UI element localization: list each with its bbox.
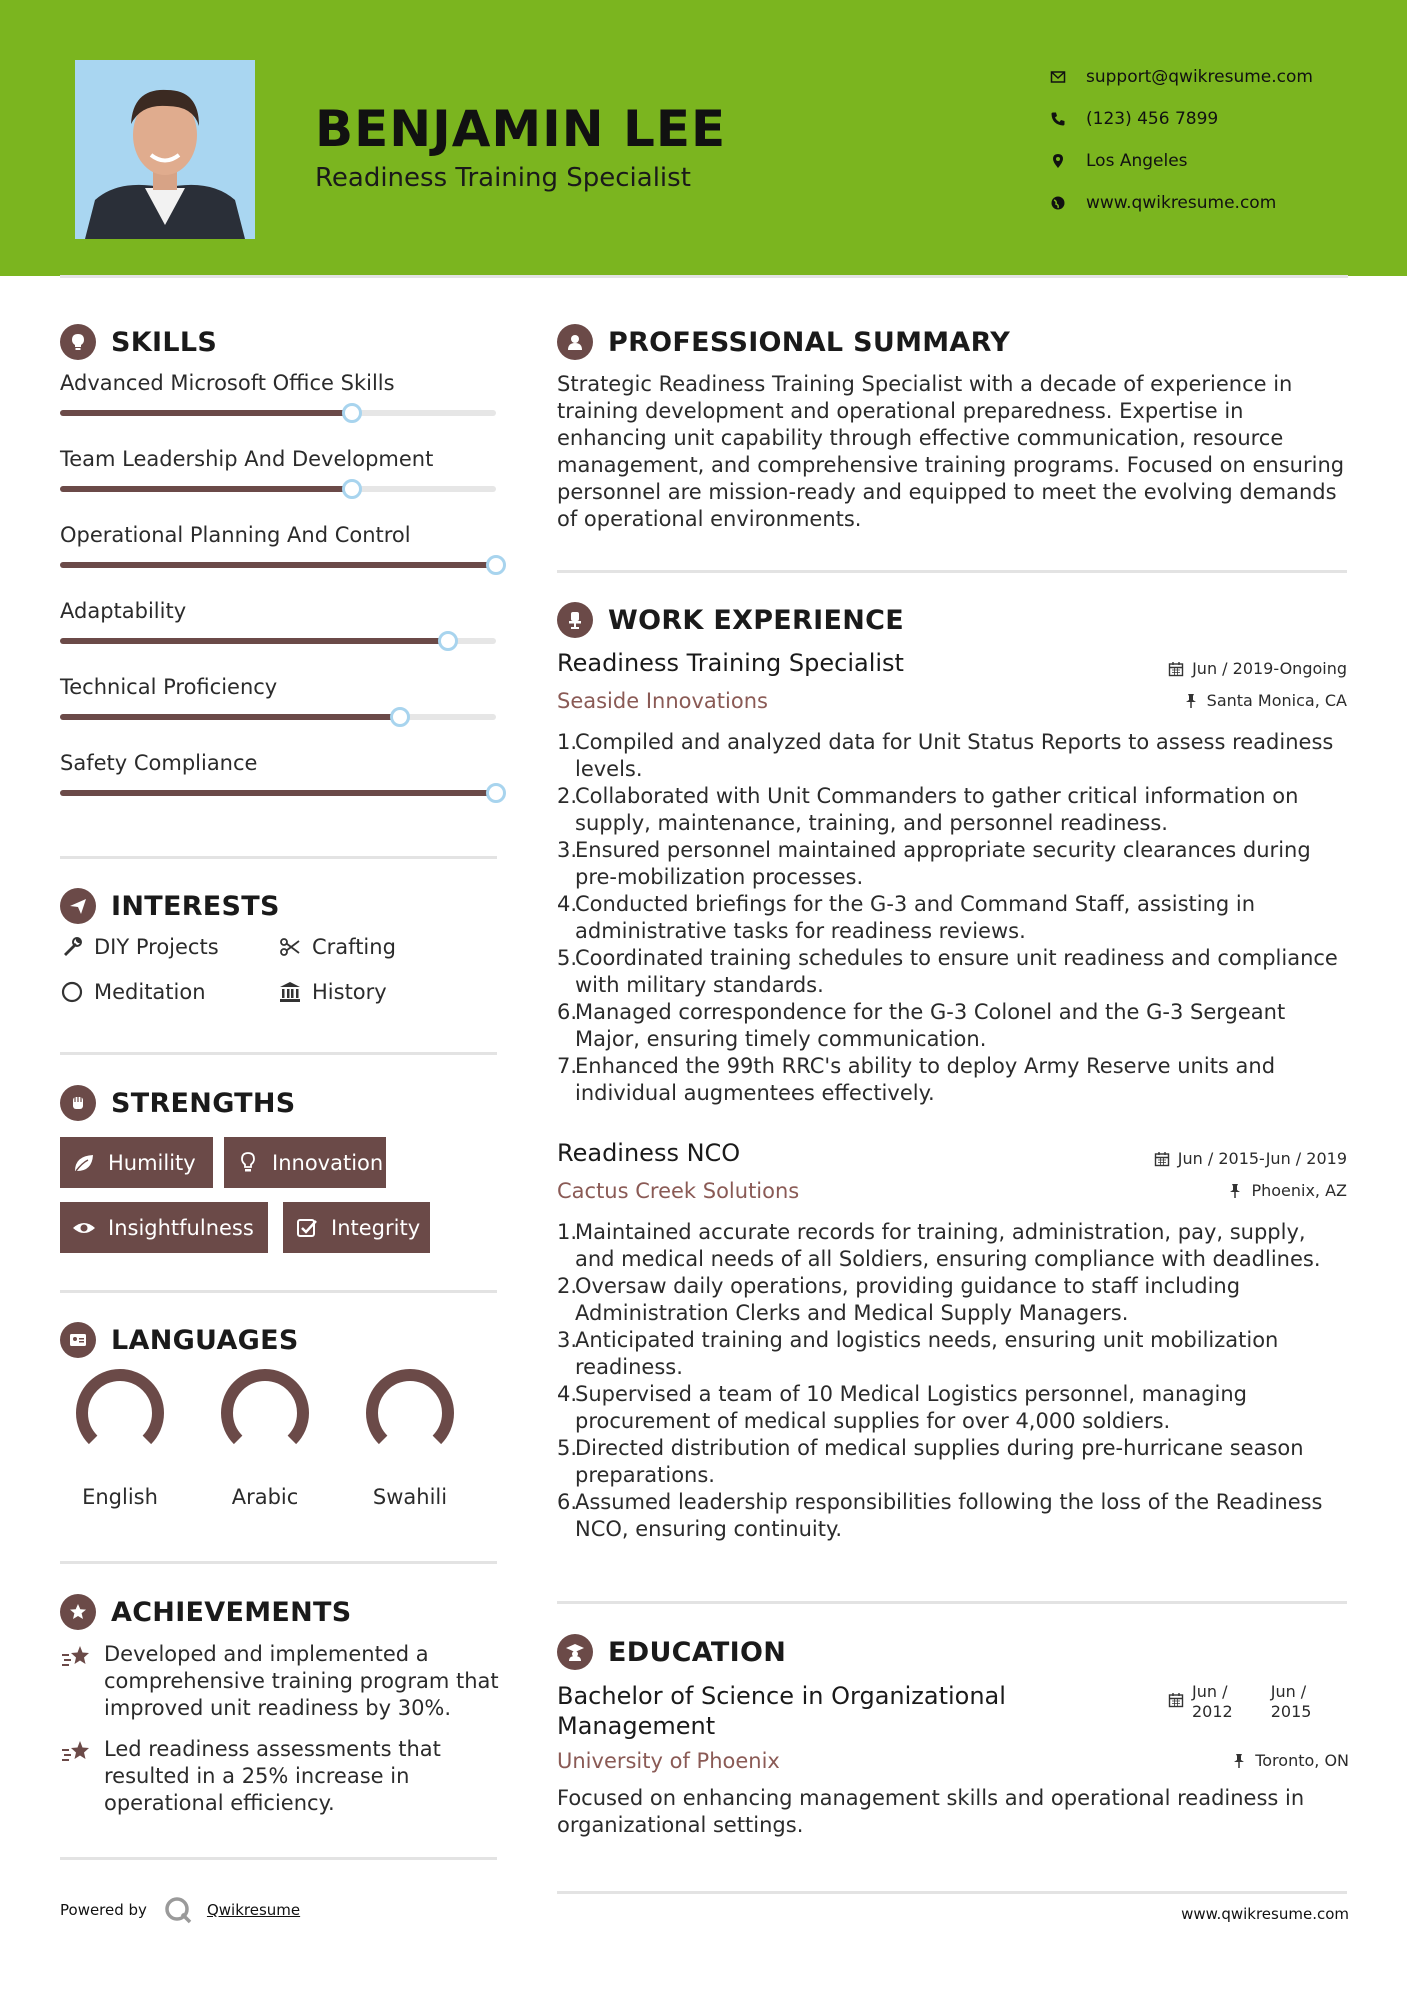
calendar-icon	[1168, 1692, 1184, 1708]
skill-label: Adaptability	[60, 599, 187, 623]
job-bullet: 7. Enhanced the 99th RRC's ability to deploy Army Reserve units and individual augmentees effectively.	[557, 1053, 1347, 1107]
education-end-month: Jun /	[1270, 1682, 1307, 1701]
skill-label: Safety Compliance	[60, 751, 258, 775]
qwikresume-logo-icon	[163, 1895, 193, 1925]
email-text: support@qwikresume.com	[1086, 67, 1313, 87]
skill-track	[60, 562, 496, 568]
achievements-heading	[60, 1594, 352, 1630]
job-bullet: 3. Anticipated training and logistics needs, ensuring unit mobilization readiness.	[557, 1327, 1347, 1381]
qwikresume-link[interactable]: Qwikresume	[206, 1901, 301, 1919]
lightbulb-icon	[236, 1151, 260, 1175]
website-text: www.qwikresume.com	[1086, 193, 1277, 213]
job-bullet: 6. Assumed leadership responsibilities following the loss of the Readiness NCO, ensuring continuity.	[557, 1489, 1347, 1543]
phone-text: (123) 456 7899	[1086, 109, 1219, 129]
language-label: Arabic	[231, 1485, 299, 1509]
language-item	[340, 1363, 480, 1509]
section-divider	[60, 1857, 497, 1860]
envelope-icon	[1050, 69, 1066, 85]
office-chair-icon	[557, 602, 593, 638]
job-bullet-text: Managed correspondence for the G-3 Colonel and the G-3 Sergeant Major, ensuring timely communication.	[575, 1000, 1286, 1051]
strength-tag	[224, 1137, 386, 1188]
candidate-title: Readiness Training Specialist	[315, 163, 691, 193]
section-divider	[60, 1561, 497, 1564]
education-location	[1231, 1751, 1349, 1770]
degree: Bachelor of Science in Organizational Management	[557, 1682, 1006, 1740]
pushpin-icon	[1231, 1753, 1247, 1769]
experience-heading-text: WORK EXPERIENCE	[608, 604, 904, 636]
strength-tag	[283, 1202, 430, 1253]
museum-icon	[278, 980, 302, 1004]
skill-item	[60, 447, 500, 471]
job-bullet-text: Oversaw daily operations, providing guidance to staff including Administration Clerks and Medical Supply Managers.	[575, 1274, 1241, 1325]
contact-location	[1050, 140, 1380, 182]
candidate-name: BENJAMIN LEE	[315, 100, 727, 158]
header-divider	[60, 275, 1348, 278]
strengths-heading-text: STRENGTHS	[111, 1087, 296, 1119]
leaf-icon	[72, 1151, 96, 1175]
section-divider	[557, 1601, 1347, 1604]
achievement-text: Developed and implemented a comprehensive training program that improved unit readiness by 30%.	[104, 1642, 499, 1720]
achievements-heading-text: ACHIEVEMENTS	[111, 1596, 352, 1628]
job-location	[1183, 691, 1347, 710]
contact-phone[interactable]	[1050, 98, 1380, 140]
contact-block	[1050, 56, 1380, 224]
skill-label: Advanced Microsoft Office Skills	[60, 371, 395, 395]
skill-fill	[60, 562, 496, 568]
summary-heading	[557, 324, 1010, 360]
language-label: Swahili	[372, 1485, 448, 1509]
graduate-icon	[557, 1634, 593, 1670]
skill-item	[60, 523, 500, 547]
circle-icon	[60, 980, 84, 1004]
pushpin-icon	[1227, 1183, 1243, 1199]
job-entry-header	[557, 649, 1347, 713]
job-bullet: 2. Collaborated with Unit Commanders to gather critical information on supply, maintenance, training, and personnel readiness.	[557, 783, 1347, 837]
interest-item	[60, 980, 206, 1004]
strength-tag	[60, 1137, 213, 1188]
footer-url[interactable]: www.qwikresume.com	[1181, 1905, 1349, 1923]
shooting-star-icon	[60, 1738, 92, 1768]
lightbulb-icon	[60, 324, 96, 360]
skill-item	[60, 675, 500, 699]
job-bullets	[557, 729, 1347, 1107]
summary-text: Strategic Readiness Training Specialist with a decade of experience in training development and operational preparedness. Expertise in enhancing unit capability through effective communication, resource management, and comprehensive training programs. Focused on ensuring personnel are mission-ready and equipped to meet the evolving demands of operational environments.	[557, 372, 1345, 531]
language-ring-arc	[372, 1375, 448, 1440]
job-bullet-text: Coordinated training schedules to ensure unit readiness and compliance with military standards.	[575, 946, 1338, 997]
powered-by-text: Powered by	[60, 1901, 147, 1919]
checkbox-icon	[295, 1216, 319, 1240]
education-start-month: Jun /	[1192, 1682, 1228, 1701]
job-bullet: 5. Coordinated training schedules to ensure unit readiness and compliance with military standards.	[557, 945, 1347, 999]
job-bullet: 5. Directed distribution of medical supplies during pre-hurricane season preparations.	[557, 1435, 1347, 1489]
scissors-icon	[278, 935, 302, 959]
education-end	[1271, 1682, 1312, 1722]
job-location-text: Santa Monica, CA	[1206, 691, 1347, 710]
fist-icon	[60, 1085, 96, 1121]
location-text: Los Angeles	[1086, 151, 1188, 171]
user-icon	[557, 324, 593, 360]
education-location-text: Toronto, ON	[1255, 1751, 1349, 1770]
job-bullet: 1. Compiled and analyzed data for Unit Status Reports to assess readiness levels.	[557, 729, 1347, 783]
job-bullet-text: Anticipated training and logistics needs, ensuring unit mobilization readiness.	[575, 1328, 1279, 1379]
skill-track	[60, 410, 496, 416]
skills-heading-text: SKILLS	[111, 326, 218, 358]
job-bullet: 2. Oversaw daily operations, providing guidance to staff including Administration Clerks and Medical Supply Managers.	[557, 1273, 1347, 1327]
star-badge-icon	[60, 1594, 96, 1630]
job-bullet-text: Maintained accurate records for training, administration, pay, supply, and medical needs of all Soldiers, ensuring compliance with deadlines.	[575, 1220, 1321, 1271]
strength-label: Insightfulness	[108, 1215, 254, 1240]
experience-heading	[557, 602, 904, 638]
job-bullet-text: Enhanced the 99th RRC's ability to deploy Army Reserve units and individual augmentees effectively.	[575, 1054, 1276, 1105]
language-ring	[215, 1363, 315, 1463]
job-dates-text: Jun / 2019-Ongoing	[1192, 659, 1347, 678]
pushpin-icon	[1183, 693, 1199, 709]
education-start-year: 2012	[1192, 1702, 1233, 1721]
education-description: Focused on enhancing management skills and operational readiness in organizational settings.	[557, 1786, 1305, 1837]
interests-heading	[60, 888, 280, 924]
strength-tag	[60, 1202, 268, 1253]
job-dates	[1168, 659, 1347, 678]
section-divider	[557, 570, 1347, 573]
skill-fill	[60, 790, 496, 796]
skill-fill	[60, 410, 352, 416]
strength-label: Humility	[108, 1150, 196, 1175]
skill-item	[60, 599, 500, 623]
interest-label: DIY Projects	[94, 935, 219, 959]
skill-item	[60, 371, 500, 395]
strength-label: Innovation	[272, 1150, 384, 1175]
powered-by	[60, 1895, 300, 1925]
job-location-text: Phoenix, AZ	[1251, 1181, 1347, 1200]
education-heading-text: EDUCATION	[608, 1636, 787, 1668]
id-card-icon	[60, 1322, 96, 1358]
calendar-icon	[1154, 1151, 1170, 1167]
job-bullet-text: Ensured personnel maintained appropriate security clearances during pre-mobilization processes.	[575, 838, 1311, 889]
interests-heading-text: INTERESTS	[111, 890, 280, 922]
skill-track	[60, 638, 496, 644]
interest-item	[60, 935, 219, 959]
map-pin-icon	[1050, 153, 1066, 169]
job-bullet-text: Compiled and analyzed data for Unit Status Reports to assess readiness levels.	[575, 730, 1334, 781]
language-label: English	[82, 1485, 158, 1509]
strength-label: Integrity	[331, 1215, 421, 1240]
profile-photo	[75, 60, 255, 239]
contact-website[interactable]	[1050, 182, 1380, 224]
job-bullet: 4. Conducted briefings for the G-3 and Command Staff, assisting in administrative tasks for readiness reviews.	[557, 891, 1347, 945]
job-role: Readiness Training Specialist	[557, 649, 904, 677]
school: University of Phoenix	[557, 1749, 780, 1773]
job-dates-text: Jun / 2015-Jun / 2019	[1177, 1149, 1347, 1168]
achievement-text: Led readiness assessments that resulted in a 25% increase in operational efficiency.	[104, 1737, 441, 1815]
skill-knob	[486, 555, 506, 575]
summary-heading-text: PROFESSIONAL SUMMARY	[608, 326, 1011, 358]
job-company: Cactus Creek Solutions	[557, 1179, 800, 1203]
skill-track	[60, 486, 496, 492]
section-divider	[557, 1891, 1347, 1894]
job-bullet-text: Supervised a team of 10 Medical Logistics personnel, managing procurement of medical supplies for over 4,000 soldiers.	[575, 1382, 1248, 1433]
skill-knob	[342, 403, 362, 423]
language-item	[50, 1363, 190, 1509]
language-item	[195, 1363, 335, 1509]
skill-track	[60, 790, 496, 796]
section-divider	[60, 1052, 497, 1055]
job-bullet: 4. Supervised a team of 10 Medical Logistics personnel, managing procurement of medical supplies for over 4,000 soldiers.	[557, 1381, 1347, 1435]
skill-knob	[390, 707, 410, 727]
shooting-star-icon	[60, 1643, 92, 1673]
skill-label: Team Leadership And Development	[60, 447, 434, 471]
languages-heading	[60, 1322, 299, 1358]
job-bullet-text: Directed distribution of medical supplies during pre-hurricane season preparations.	[575, 1436, 1304, 1487]
interest-label: Meditation	[94, 980, 206, 1004]
skill-label: Technical Proficiency	[60, 675, 278, 699]
job-entry-header	[557, 1139, 1347, 1203]
interest-label: Crafting	[312, 935, 396, 959]
contact-email[interactable]	[1050, 56, 1380, 98]
skill-fill	[60, 714, 400, 720]
interest-label: History	[312, 980, 387, 1004]
phone-icon	[1050, 111, 1066, 127]
skill-fill	[60, 638, 448, 644]
skill-item	[60, 751, 500, 775]
skill-fill	[60, 486, 352, 492]
section-divider	[60, 1290, 497, 1293]
skill-track	[60, 714, 496, 720]
job-bullet-text: Collaborated with Unit Commanders to gather critical information on supply, maintenance, training, and personnel readiness.	[575, 784, 1299, 835]
wrench-icon	[60, 935, 84, 959]
job-company: Seaside Innovations	[557, 689, 768, 713]
job-location	[1227, 1181, 1347, 1200]
language-ring	[360, 1363, 460, 1463]
language-ring	[70, 1363, 170, 1463]
eye-icon	[72, 1216, 96, 1240]
job-bullet-text: Conducted briefings for the G-3 and Command Staff, assisting in administrative tasks for readiness reviews.	[575, 892, 1256, 943]
skill-knob	[486, 783, 506, 803]
education-entry	[557, 1681, 1037, 1773]
languages-heading-text: LANGUAGES	[111, 1324, 299, 1356]
job-bullet: 1. Maintained accurate records for training, administration, pay, supply, and medical needs of all Soldiers, ensuring compliance with deadlines.	[557, 1219, 1347, 1273]
education-start	[1192, 1682, 1233, 1722]
language-ring-arc	[82, 1375, 158, 1440]
education-end-year: 2015	[1270, 1702, 1312, 1721]
header-banner	[0, 0, 1407, 276]
achievement-item	[60, 1641, 510, 1722]
skill-knob	[342, 479, 362, 499]
skill-label: Operational Planning And Control	[60, 523, 411, 547]
paper-plane-icon	[60, 888, 96, 924]
education-dates	[1168, 1682, 1311, 1722]
strengths-heading	[60, 1085, 296, 1121]
job-bullets	[557, 1219, 1347, 1543]
job-bullet: 3. Ensured personnel maintained appropriate security clearances during pre-mobilization processes.	[557, 837, 1347, 891]
globe-icon	[1050, 195, 1066, 211]
interest-item	[278, 980, 387, 1004]
calendar-icon	[1168, 661, 1184, 677]
skill-knob	[438, 631, 458, 651]
achievement-item	[60, 1736, 510, 1817]
education-heading	[557, 1634, 786, 1670]
language-ring-arc	[227, 1375, 303, 1440]
job-role: Readiness NCO	[557, 1139, 741, 1167]
job-bullet: 6. Managed correspondence for the G-3 Colonel and the G-3 Sergeant Major, ensuring timely communication.	[557, 999, 1347, 1053]
job-dates	[1154, 1149, 1347, 1168]
section-divider	[60, 856, 497, 859]
job-bullet-text: Assumed leadership responsibilities following the loss of the Readiness NCO, ensuring continuity.	[575, 1490, 1323, 1541]
skills-heading	[60, 324, 217, 360]
interest-item	[278, 935, 396, 959]
